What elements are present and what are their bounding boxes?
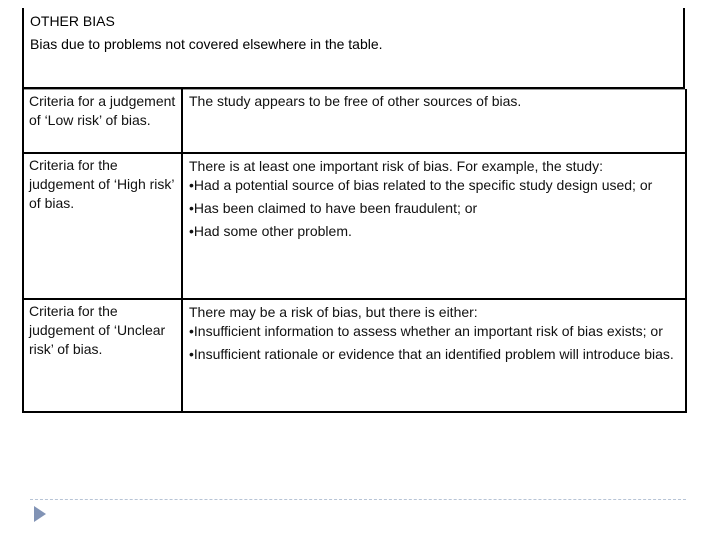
bullet-item: •Has been claimed to have been fraudulent; or [189, 200, 478, 216]
bullet-item: •Had some other problem. [189, 223, 352, 239]
footer-divider [30, 499, 686, 500]
bullet-item: •Insufficient rationale or evidence that an identified problem will introduce bias. [189, 346, 674, 362]
criteria-table [22, 89, 687, 413]
triangle-arrow-right-icon[interactable] [34, 506, 46, 522]
criteria-intro-high: There is at least one important risk of bias. For example, the study: [189, 158, 603, 174]
header-box [22, 8, 685, 89]
criteria-label-unclear: Criteria for the judgement of ‘Unclear risk’ of bias. [23, 299, 182, 412]
criteria-intro-unclear: There may be a risk of bias, but there is either: [189, 304, 478, 320]
bullet-item: •Had a potential source of bias related to the specific study design used; or [189, 177, 653, 193]
section-subtitle: Bias due to problems not covered elsewhere in the table. [30, 36, 383, 52]
section-title: OTHER BIAS [30, 13, 115, 29]
criteria-label-low: Criteria for a judgement of ‘Low risk’ of bias. [23, 90, 182, 154]
criteria-label-high: Criteria for the judgement of ‘High risk’ of bias. [23, 153, 182, 299]
table-row-low-risk [23, 90, 686, 154]
criteria-text-unclear [182, 299, 686, 412]
table-row-unclear-risk [23, 299, 686, 412]
bullet-item: •Insufficient information to assess whether an important risk of bias exists; or [189, 323, 663, 339]
table-row-high-risk [23, 153, 686, 299]
criteria-text-high [182, 153, 686, 299]
criteria-text-low: The study appears to be free of other sources of bias. [182, 90, 686, 154]
